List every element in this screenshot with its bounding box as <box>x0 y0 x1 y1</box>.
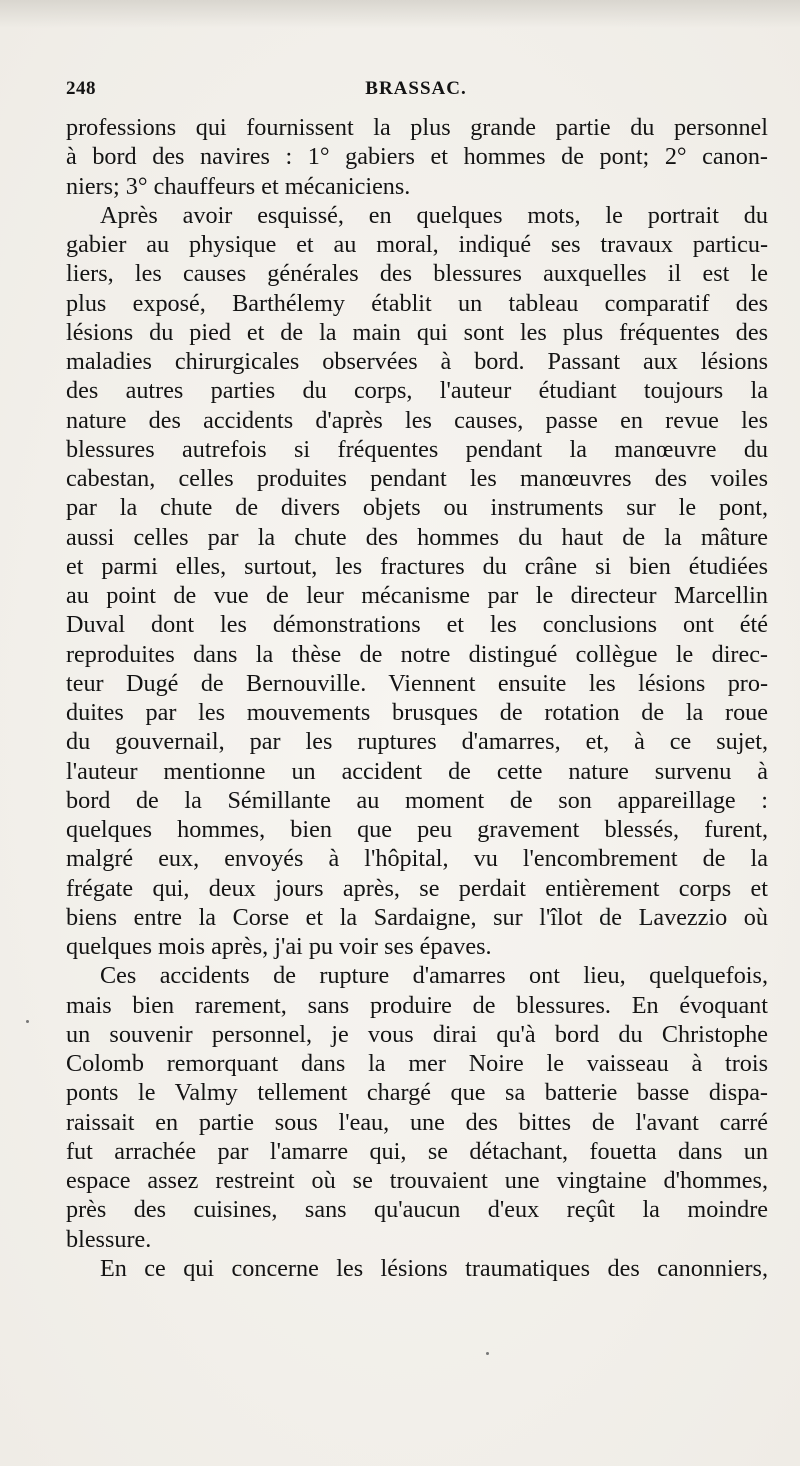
text-line: maladies chirurgicales observées à bord. Passant aux lésions <box>66 348 768 375</box>
text-line: blessure. <box>66 1225 152 1253</box>
text-line: En ce qui concerne les lésions traumatiques des canonniers, <box>100 1254 768 1282</box>
text-line: Colomb remorquant dans la mer Noire le vaisseau à trois <box>66 1050 768 1077</box>
text-line: bord de la Sémillante au moment de son appareillage : <box>66 786 768 814</box>
text-line: Après avoir esquissé, en quelques mots, le portrait du <box>100 201 768 229</box>
text-line: biens entre la Corse et la Sardaigne, sur l'îlot de Lavezzio où <box>66 903 768 931</box>
text-line: mais bien rarement, sans produire de blessures. En évoquant <box>66 991 768 1019</box>
text-line: près des cuisines, sans qu'aucun d'eux reçût la moindre <box>66 1196 768 1224</box>
text-line: Ces accidents de rupture d'amarres ont lieu, quelquefois, <box>100 962 768 990</box>
page-top-shadow <box>0 0 800 28</box>
running-head: BRASSAC. <box>365 78 467 99</box>
page-number: 248 <box>66 78 96 99</box>
text-line: au point de vue de leur mécanisme par le directeur Marcellin <box>66 582 768 609</box>
text-line: liers, les causes générales des blessures auxquelles il est le <box>66 260 768 288</box>
text-line: un souvenir personnel, je vous dirai qu'à bord du Christophe <box>66 1020 768 1048</box>
text-line: quelques hommes, bien que peu gravement blessés, furent, <box>66 816 768 843</box>
text-line: des autres parties du corps, l'auteur étudiant toujours la <box>66 377 768 405</box>
text-line: blessures autrefois si fréquentes pendant la manœuvre du <box>66 435 768 463</box>
text-line: cabestan, celles produites pendant les manœuvres des voiles <box>66 465 768 492</box>
text-line: du gouvernail, par les ruptures d'amarres, et, à ce sujet, <box>66 728 768 756</box>
paper-speck <box>486 1352 489 1355</box>
text-line: reproduites dans la thèse de notre distingué collègue le direc- <box>66 640 768 668</box>
text-line: par la chute de divers objets ou instruments sur le pont, <box>66 494 768 522</box>
text-line: et parmi elles, surtout, les fractures du crâne si bien étudiées <box>66 552 768 580</box>
text-line: teur Dugé de Bernouville. Viennent ensuite les lésions pro- <box>66 669 768 697</box>
text-line: niers; 3° chauffeurs et mécaniciens. <box>66 172 411 200</box>
text-line: quelques mois après, j'ai pu voir ses épaves. <box>66 933 492 960</box>
text-line: espace assez restreint où se trouvaient une vingtaine d'hommes, <box>66 1167 768 1194</box>
text-line: frégate qui, deux jours après, se perdait entièrement corps et <box>66 874 768 902</box>
text-line: plus exposé, Barthélemy établit un tableau comparatif des <box>66 289 768 317</box>
text-line: aussi celles par la chute des hommes du haut de la mâture <box>66 523 768 551</box>
body-text <box>66 113 768 1283</box>
page-header <box>66 78 766 108</box>
text-line: nature des accidents d'après les causes, passe en revue les <box>66 406 768 434</box>
text-line: Duval dont les démonstrations et les conclusions ont été <box>66 611 768 639</box>
paper-speck <box>26 1020 29 1023</box>
text-line: malgré eux, envoyés à l'hôpital, vu l'encombrement de la <box>66 845 768 873</box>
text-line: l'auteur mentionne un accident de cette nature survenu à <box>66 757 768 785</box>
text-line: lésions du pied et de la main qui sont les plus fréquentes des <box>66 318 768 346</box>
text-line: ponts le Valmy tellement chargé que sa batterie basse dispa- <box>66 1079 768 1107</box>
text-line: gabier au physique et au moral, indiqué ses travaux particu- <box>66 231 768 258</box>
text-line: fut arrachée par l'amarre qui, se détachant, fouetta dans un <box>66 1137 768 1165</box>
text-line: raissait en partie sous l'eau, une des bittes de l'avant carré <box>66 1108 768 1136</box>
text-line: professions qui fournissent la plus grande partie du personnel <box>66 114 768 141</box>
text-line: duites par les mouvements brusques de rotation de la roue <box>66 699 768 726</box>
text-line: à bord des navires : 1° gabiers et hommes de pont; 2° canon- <box>66 143 768 171</box>
